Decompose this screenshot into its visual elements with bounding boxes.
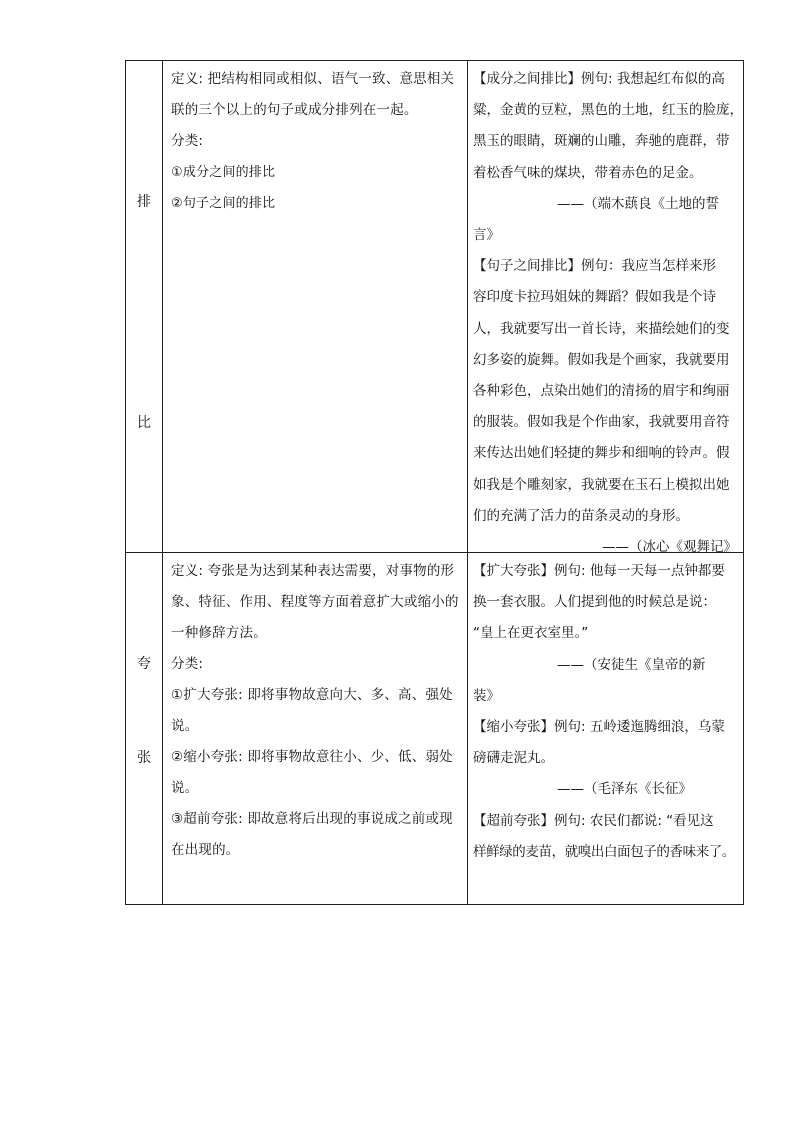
example-line: 【扩大夸张】例句: 他每一天每一点钟都要 [473,563,725,579]
example-source: ——（毛泽东《长征》 [557,781,692,798]
row-label-char: 张 [137,750,151,766]
example-line: 磅礴走泥丸。 [473,750,554,767]
category-item: 说。 [171,780,199,796]
category-item: ③超前夸张: 即故意将后出现的事说成之前或现 [171,811,453,827]
category-item: ①扩大夸张: 即将事物故意向大、多、高、强处 [171,687,453,703]
row-label-char: 排 [137,194,151,210]
example-source: 装》 [473,687,500,704]
example-line: 换一套衣服。人们提到他的时候总是说： [473,594,716,611]
example-line: 的服装。假如我是个作曲家，我就要用音符 [473,414,730,431]
definition-line: 一种修辞方法。 [171,625,267,641]
example-line: 【成分之间排比】例句: 我想起红布似的高 [473,71,725,87]
category-item: ①成分之间的排比 [171,165,276,180]
row-label-cell [126,61,163,552]
example-line: 容印度卡拉玛姐妹的舞蹈？假如我是个诗 [473,289,716,306]
example-line: 来传达出她们轻捷的舞步和细响的铃声。假 [473,445,730,462]
table-row-hyperbole [126,553,743,904]
rhetoric-table [125,60,744,905]
row-label-cell [126,553,163,904]
row-label-char: 比 [137,415,151,431]
definition-cell [163,61,468,552]
example-source: 言》 [473,227,500,244]
category-heading: 分类: [171,656,204,672]
example-line: 【缩小夸张】例句: 五岭逶迤腾细浪，乌蒙 [473,719,725,736]
example-line: 们的充满了活力的苗条灵动的身形。 [473,507,689,524]
definition-line: 象、特征、作用、程度等方面着意扩大或缩小的 [171,594,459,610]
example-line: 粱，金黄的豆粒，黑色的土地，红玉的脸庞， [473,102,743,119]
row-label-char: 夸 [137,656,151,672]
category-item: ②缩小夸张: 即将事物故意往小、少、低、弱处 [171,749,453,765]
example-line: 幻多姿的旋舞。假如我是个画家，我就要用 [473,351,730,368]
example-source: ——（端木蕻良《土地的誓 [557,195,719,212]
example-line: 【超前夸张】例句: 农民们都说: “看见这 [473,812,714,829]
example-line: “皇上在更衣室里。” [473,625,589,642]
definition-line: 联的三个以上的句子或成分排列在一起。 [171,102,418,118]
example-line: 各种彩色，点染出她们的清扬的眉宇和绚丽 [473,383,730,400]
example-line: 人，我就要写出一首长诗，来描绘她们的变 [473,320,730,337]
table-row-parallelism [126,61,743,556]
example-cell [468,61,743,556]
example-line: 样鲜绿的麦苗，就嗅出白面包子的香味来了。 [473,843,735,860]
example-source: ——（安徒生《皇帝的新 [557,656,706,673]
example-line: 黑玉的眼睛，斑斓的山雕，奔驰的鹿群，带 [473,133,730,150]
definition-line: 定义: 把结构相同或相似、语气一致、意思相关 [171,71,455,87]
example-cell [468,553,743,904]
example-source: ——（冰心《观舞记》 [602,539,737,556]
category-item: 说。 [171,718,199,734]
category-item: ②句子之间的排比 [171,196,276,211]
definition-line: 定义: 夸张是为达到某种表达需要，对事物的形 [171,563,455,579]
example-line: 如我是个雕刻家，我就要在玉石上模拟出她 [473,476,730,493]
definition-cell [163,553,468,904]
example-line: 着松香气味的煤块，带着赤色的足金。 [473,164,703,181]
category-item: 在出现的。 [171,842,240,858]
category-heading: 分类: [171,133,204,149]
example-line: 【句子之间排比】例句：我应当怎样来形 [473,258,716,275]
